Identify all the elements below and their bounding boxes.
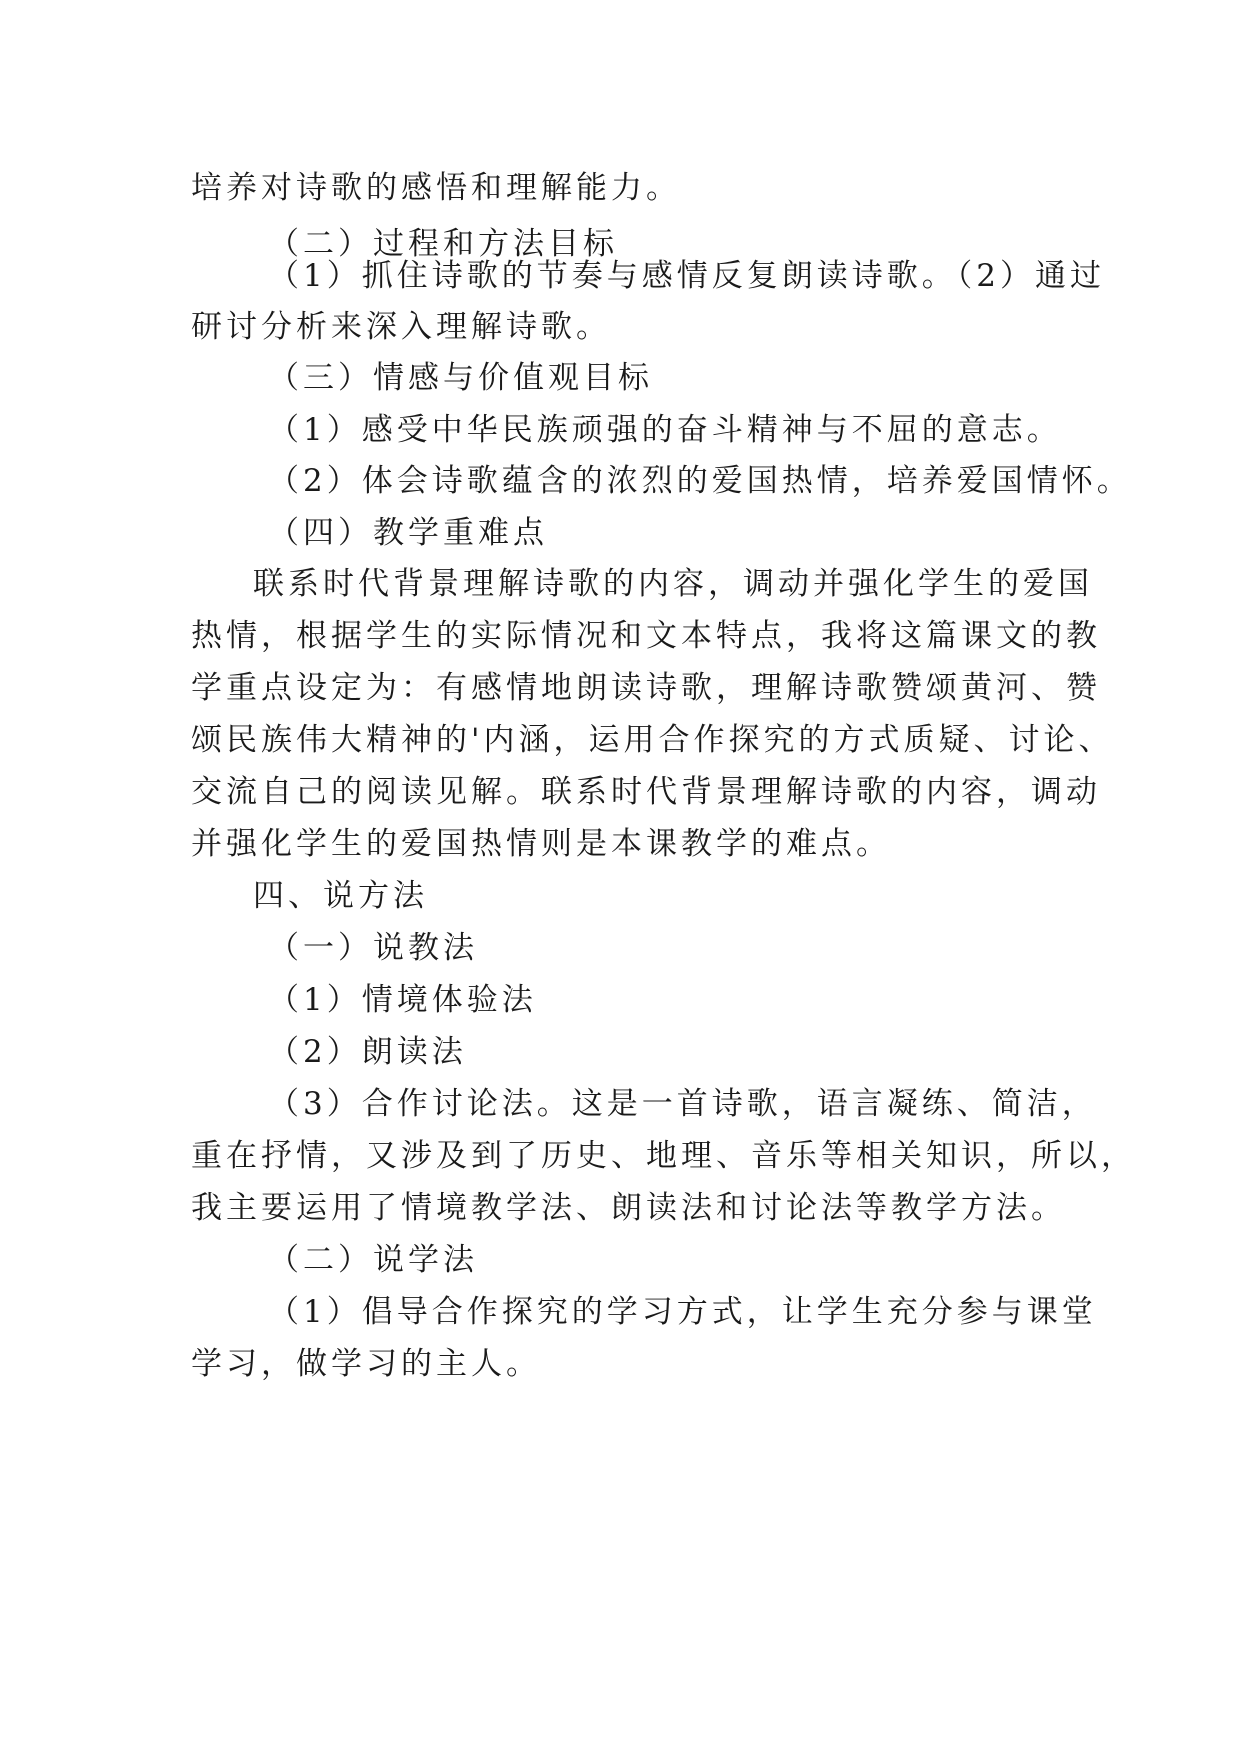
paragraph-line: 重在抒情，又涉及到了历史、地理、音乐等相关知识，所以， xyxy=(191,1138,1136,1174)
paragraph-line: （1）情境体验法 xyxy=(268,982,537,1018)
paragraph-line: （2）体会诗歌蕴含的浓烈的爱国热情，培养爱国情怀。 xyxy=(268,463,1132,499)
paragraph-line: 颂民族伟大精神的'内涵，运用合作探究的方式质疑、讨论、 xyxy=(191,722,1114,758)
paragraph-line: （2）朗读法 xyxy=(268,1034,467,1070)
section-heading: （二）说学法 xyxy=(268,1242,478,1278)
paragraph-line: 学重点设定为：有感情地朗读诗歌，理解诗歌赞颂黄河、赞 xyxy=(191,670,1101,706)
paragraph-line: 我主要运用了情境教学法、朗读法和讨论法等教学方法。 xyxy=(191,1190,1066,1226)
paragraph-line: 学习，做学习的主人。 xyxy=(191,1346,541,1382)
section-heading: 四、说方法 xyxy=(253,878,428,914)
paragraph-line: （1）抓住诗歌的节奏与感情反复朗读诗歌。（2）通过 xyxy=(268,258,1105,294)
paragraph-line: （1）倡导合作探究的学习方式，让学生充分参与课堂 xyxy=(268,1294,1097,1330)
paragraph-line: 研讨分析来深入理解诗歌。 xyxy=(191,309,611,345)
section-heading: （三）情感与价值观目标 xyxy=(268,360,653,396)
paragraph-line: 交流自己的阅读见解。联系时代背景理解诗歌的内容，调动 xyxy=(191,774,1101,810)
section-heading: （四）教学重难点 xyxy=(268,515,548,551)
paragraph-line: （1）感受中华民族顽强的奋斗精神与不屈的意志。 xyxy=(268,412,1062,448)
paragraph-line: （3）合作讨论法。这是一首诗歌，语言凝练、简洁， xyxy=(268,1086,1097,1122)
paragraph-line: 并强化学生的爱国热情则是本课教学的难点。 xyxy=(191,826,891,862)
paragraph-line: 培养对诗歌的感悟和理解能力。 xyxy=(191,170,681,206)
paragraph-line: 热情，根据学生的实际情况和文本特点，我将这篇课文的教 xyxy=(191,618,1101,654)
paragraph-line: 联系时代背景理解诗歌的内容，调动并强化学生的爱国 xyxy=(253,566,1093,602)
section-heading: （二）过程和方法目标 xyxy=(268,226,618,262)
section-heading: （一）说教法 xyxy=(268,930,478,966)
